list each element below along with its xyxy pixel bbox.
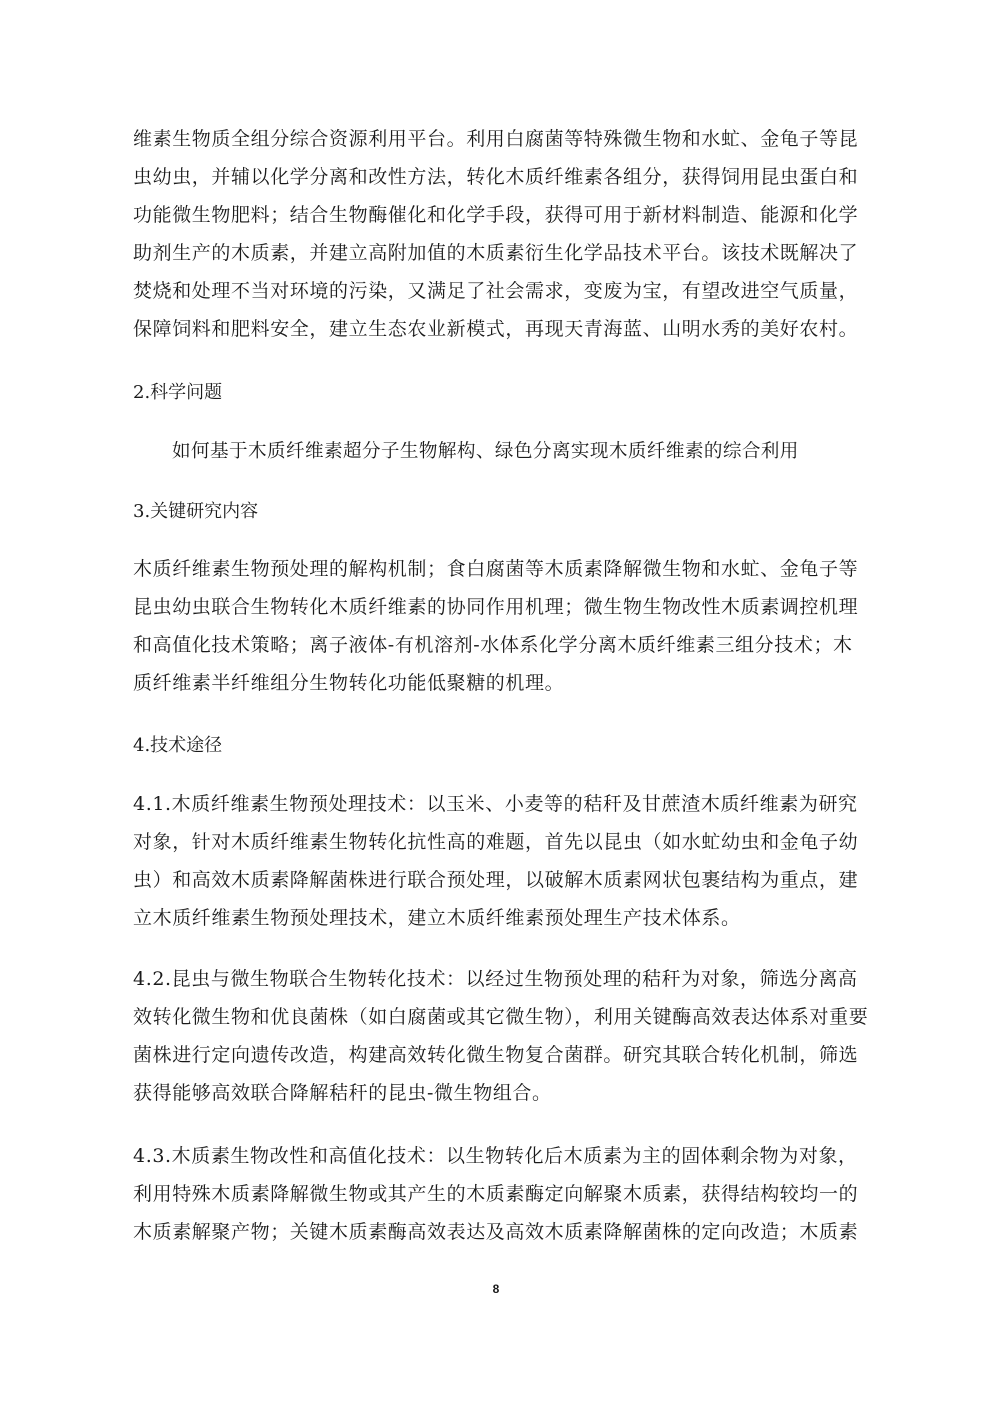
- section-3-heading: 3.关键研究内容: [133, 501, 259, 522]
- text-line: 质纤维素半纤维组分生物转化功能低聚糖的机理。: [133, 672, 565, 694]
- text-line: 和高值化技术策略；离子液体-有机溶剂-水体系化学分离木质纤维素三组分技术；木: [133, 634, 853, 656]
- text-line: 保障饲料和肥料安全，建立生态农业新模式，再现天青海蓝、山明水秀的美好农村。: [133, 318, 859, 340]
- section-3-paragraph: [133, 550, 873, 702]
- section-4-1-paragraph: [133, 785, 873, 937]
- section-4-heading: 4.技术途径: [133, 735, 223, 756]
- text-line: 获得能够高效联合降解秸秆的昆虫-微生物组合。: [133, 1082, 552, 1104]
- text-line: 木质纤维素生物预处理的解构机制；食白腐菌等木质素降解微生物和水虻、金龟子等: [133, 558, 859, 580]
- text-line: 对象，针对木质纤维素生物转化抗性高的难题，首先以昆虫（如水虻幼虫和金龟子幼: [133, 831, 859, 853]
- page-number: 8: [492, 1282, 500, 1296]
- text-line: 4.2.昆虫与微生物联合生物转化技术：以经过生物预处理的秸秆为对象，筛选分离高: [133, 968, 858, 990]
- text-line: 木质素解聚产物；关键木质素酶高效表达及高效木质素降解菌株的定向改造；木质素: [133, 1221, 859, 1243]
- section-4-3-paragraph: [133, 1137, 873, 1251]
- text-line: 4.3.木质素生物改性和高值化技术：以生物转化后木质素为主的固体剩余物为对象，: [133, 1145, 858, 1167]
- text-line: 功能微生物肥料；结合生物酶催化和化学手段，获得可用于新材料制造、能源和化学: [133, 204, 859, 226]
- intro-paragraph: [133, 120, 873, 348]
- text-line: 利用特殊木质素降解微生物或其产生的木质素酶定向解聚木质素，获得结构较均一的: [133, 1183, 859, 1205]
- section-4-2-paragraph: [133, 960, 873, 1112]
- text-line: 焚烧和处理不当对环境的污染，又满足了社会需求，变废为宝，有望改进空气质量，: [133, 280, 859, 302]
- text-line: 维素生物质全组分综合资源利用平台。利用白腐菌等特殊微生物和水虻、金龟子等昆: [133, 128, 859, 150]
- text-line: 立木质纤维素生物预处理技术，建立木质纤维素预处理生产技术体系。: [133, 907, 741, 929]
- text-line: 4.1.木质纤维素生物预处理技术：以玉米、小麦等的秸秆及甘蔗渣木质纤维素为研究: [133, 793, 858, 815]
- text-line: 助剂生产的木质素，并建立高附加值的木质素衍生化学品技术平台。该技术既解决了: [133, 242, 859, 264]
- scientific-question: 如何基于木质纤维素超分子生物解构、绿色分离实现木质纤维素的综合利用: [172, 441, 799, 462]
- text-line: 昆虫幼虫联合生物转化木质纤维素的协同作用机理；微生物生物改性木质素调控机理: [133, 596, 859, 618]
- text-line: 虫）和高效木质素降解菌株进行联合预处理，以破解木质素网状包裹结构为重点，建: [133, 869, 859, 891]
- text-line: 效转化微生物和优良菌株（如白腐菌或其它微生物），利用关键酶高效表达体系对重要: [133, 1006, 869, 1028]
- text-line: 虫幼虫，并辅以化学分离和改性方法，转化木质纤维素各组分，获得饲用昆虫蛋白和: [133, 166, 859, 188]
- text-line: 菌株进行定向遗传改造，构建高效转化微生物复合菌群。研究其联合转化机制，筛选: [133, 1044, 859, 1066]
- section-2-heading: 2.科学问题: [133, 382, 223, 403]
